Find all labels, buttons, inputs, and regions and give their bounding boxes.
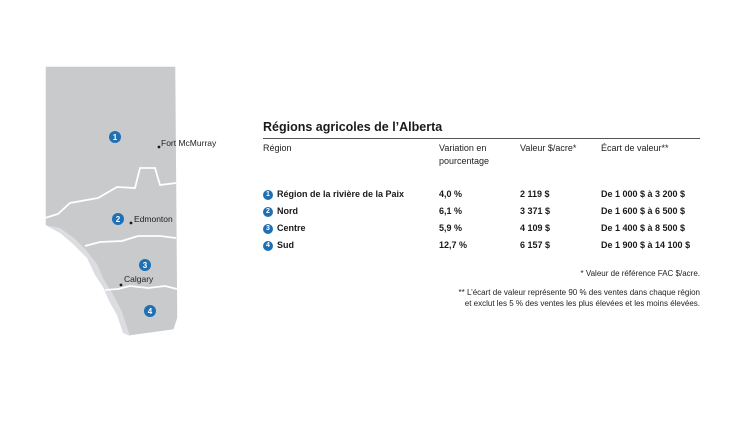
region-number-badge: 2: [263, 207, 273, 217]
fort-mcmurray-dot: [158, 146, 161, 149]
svg-text:4: 4: [147, 307, 153, 316]
table-row: [263, 203, 700, 220]
table-row: [263, 186, 700, 203]
edmonton-dot: [130, 222, 133, 225]
edmonton-label: Edmonton: [134, 214, 173, 224]
row-range: De 1 600 $ à 6 500 $: [601, 206, 686, 216]
footnote-line: ** L’écart de valeur représente 90 % des ventes dans chaque région: [458, 288, 700, 297]
row-variation: 6,1 %: [439, 206, 463, 216]
row-value: 2 119 $: [520, 189, 550, 199]
svg-text:3: 3: [142, 261, 148, 270]
region-number-badge: 3: [263, 224, 273, 234]
table-header: [263, 142, 700, 186]
region-name: Nord: [277, 206, 298, 216]
title-rule: [263, 138, 700, 139]
row-range: De 1 900 $ à 14 100 $: [601, 240, 691, 250]
region-3-marker: [139, 259, 151, 271]
row-range: De 1 400 $ à 8 500 $: [601, 223, 686, 233]
table-row: [263, 220, 700, 237]
region-2-marker: [112, 213, 124, 225]
region-name: Sud: [277, 240, 294, 250]
row-region: [263, 203, 298, 220]
row-variation: 4,0 %: [439, 189, 463, 199]
alberta-map: [0, 0, 250, 422]
footnote-line: et exclut les 5 % des ventes les plus élevées et les moins élevées.: [464, 299, 700, 308]
region-number-badge: 1: [263, 190, 273, 200]
calgary-dot: [120, 284, 123, 287]
row-region: [263, 237, 294, 254]
region-4-marker: [144, 305, 156, 317]
header-range: Écart de valeur**: [601, 143, 669, 153]
svg-text:2: 2: [115, 215, 121, 224]
calgary-label: Calgary: [124, 274, 154, 284]
table-row: [263, 237, 700, 254]
svg-text:1: 1: [112, 133, 118, 142]
header-variation: Variation en pourcentage: [439, 143, 490, 166]
region-name: Centre: [277, 223, 306, 233]
row-value: 6 157 $: [520, 240, 551, 250]
panel-title: Régions agricoles de l’Alberta: [263, 120, 443, 134]
row-range: De 1 000 $ à 3 200 $: [601, 189, 686, 199]
row-region: [263, 220, 306, 237]
row-variation: 12,7 %: [439, 240, 468, 250]
row-value: 4 109 $: [520, 223, 551, 233]
row-region: [263, 186, 404, 203]
region-number-badge: 4: [263, 241, 273, 251]
row-value: 3 371 $: [520, 206, 551, 216]
region-1-marker: [109, 131, 121, 143]
footnote-value-range: [400, 287, 700, 309]
region-name: Région de la rivière de la Paix: [277, 189, 405, 199]
footnote-reference-value: * Valeur de référence FAC $/acre.: [580, 269, 700, 278]
regions-panel: [263, 120, 700, 308]
fort-mcmurray-label: Fort McMurray: [161, 138, 217, 148]
header-value: Valeur $/acre*: [520, 143, 577, 153]
row-variation: 5,9 %: [439, 223, 463, 233]
header-region: Région: [263, 143, 292, 153]
